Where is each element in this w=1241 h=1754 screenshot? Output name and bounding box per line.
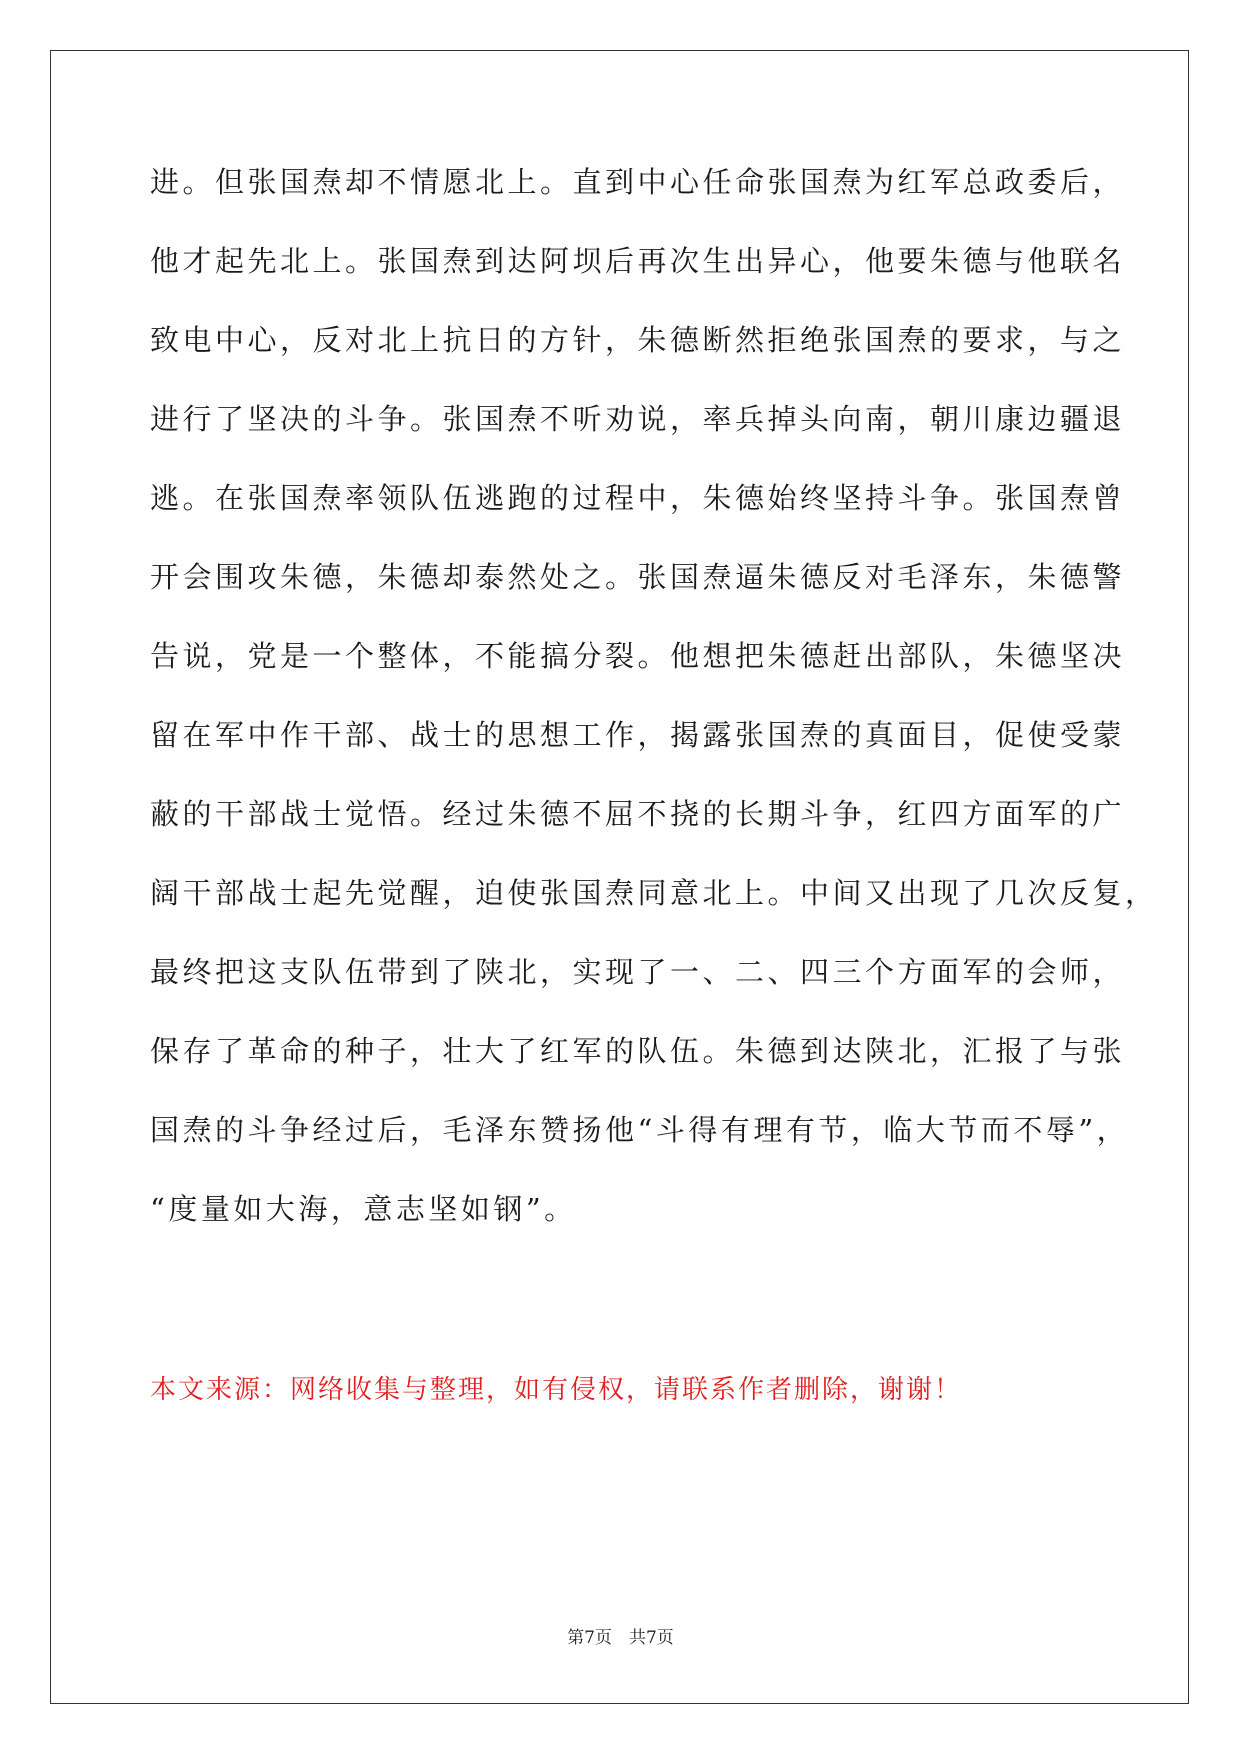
body-line: 进。但张国焘却不情愿北上。直到中心任命张国焘为红军总政委后，: [150, 165, 1126, 199]
page-number-footer: 第7页 共7页: [567, 1628, 674, 1648]
body-line: 蔽的干部战士觉悟。经过朱德不屈不挠的长期斗争，红四方面军的广: [150, 797, 1126, 831]
body-line: 他才起先北上。张国焘到达阿坝后再次生出异心，他要朱德与他联名: [150, 244, 1126, 278]
document-body: [150, 150, 1158, 1256]
body-line: 致电中心，反对北上抗日的方针，朱德断然拒绝张国焘的要求，与之: [150, 323, 1126, 357]
body-line: 进行了坚决的斗争。张国焘不听劝说，率兵掉头向南，朝川康边疆退: [150, 402, 1126, 436]
body-line: 保存了革命的种子，壮大了红军的队伍。朱德到达陕北，汇报了与张: [150, 1034, 1126, 1068]
body-line: 最终把这支队伍带到了陕北，实现了一、二、四三个方面军的会师，: [150, 955, 1126, 989]
body-line: 逃。在张国焘率领队伍逃跑的过程中，朱德始终坚持斗争。张国焘曾: [150, 481, 1126, 515]
body-line: 开会围攻朱德，朱德却泰然处之。张国焘逼朱德反对毛泽东，朱德警: [150, 560, 1126, 594]
source-note: 本文来源：网络收集与整理，如有侵权，请联系作者删除，谢谢！: [150, 1375, 963, 1405]
body-line: 留在军中作干部、战士的思想工作，揭露张国焘的真面目，促使受蒙: [150, 718, 1126, 752]
body-line: 阔干部战士起先觉醒，迫使张国焘同意北上。中间又出现了几次反复，: [150, 876, 1158, 910]
body-line: “度量如大海，意志坚如钢”。: [150, 1192, 577, 1226]
body-line: 告说，党是一个整体，不能搞分裂。他想把朱德赶出部队，朱德坚决: [150, 639, 1126, 673]
body-line: 国焘的斗争经过后，毛泽东赞扬他“斗得有理有节，临大节而不辱”，: [150, 1113, 1130, 1147]
